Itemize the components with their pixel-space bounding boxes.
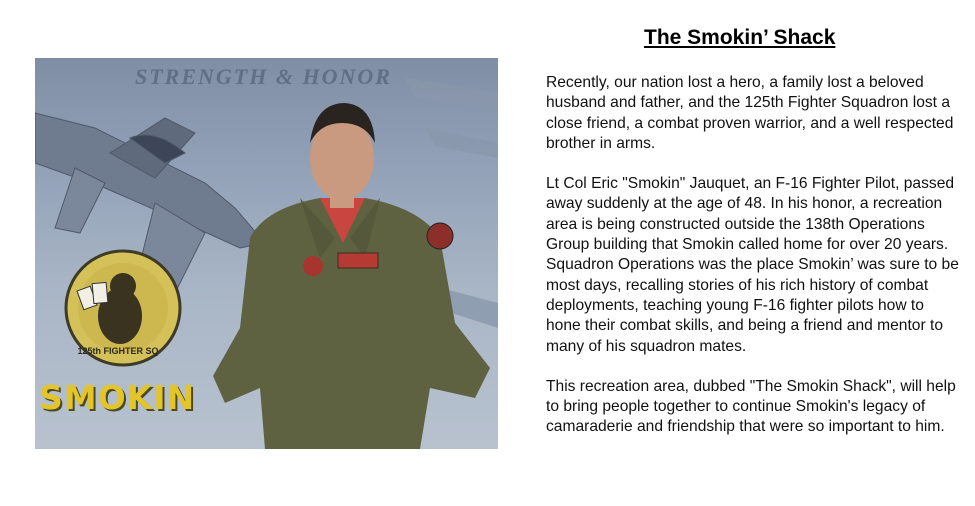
photo-motto-text: STRENGTH & HONOR <box>135 64 392 89</box>
pilot-figure <box>213 103 490 449</box>
article-paragraph-3: This recreation area, dubbed "The Smokin Shack", will help to bring people together to continue Smokin's legacy of camaraderie and friendship that were so important to him. <box>546 377 956 436</box>
page-title: The Smokin’ Shack <box>644 26 836 49</box>
article-paragraph-2: Lt Col Eric "Smokin" Jauquet, an F-16 Fighter Pilot, passed away suddenly at the age of 48. In his honor, a recreation area is being constructed outside the 138th Operations Group building that Smokin called home for over 20 years. Squadron Operations was the place Smokin’ was sure to be most days, recalling stories of his rich history of combat deployments, teaching young F-16 fighter pilots how to hone their combat skills, and being a friend and mentor to many of his squadron mates. <box>546 175 959 355</box>
article-body <box>546 73 961 458</box>
article-paragraph-1: Recently, our nation lost a hero, a family lost a beloved husband and father, and the 125th Fighter Squadron lost a close friend, a combat proven warrior, and a well respected brother in arms. <box>546 74 954 152</box>
callsign-text: SMOKIN <box>39 378 196 417</box>
tribute-photo <box>35 58 498 449</box>
patch-label: 125th FIGHTER SQ <box>77 346 159 356</box>
